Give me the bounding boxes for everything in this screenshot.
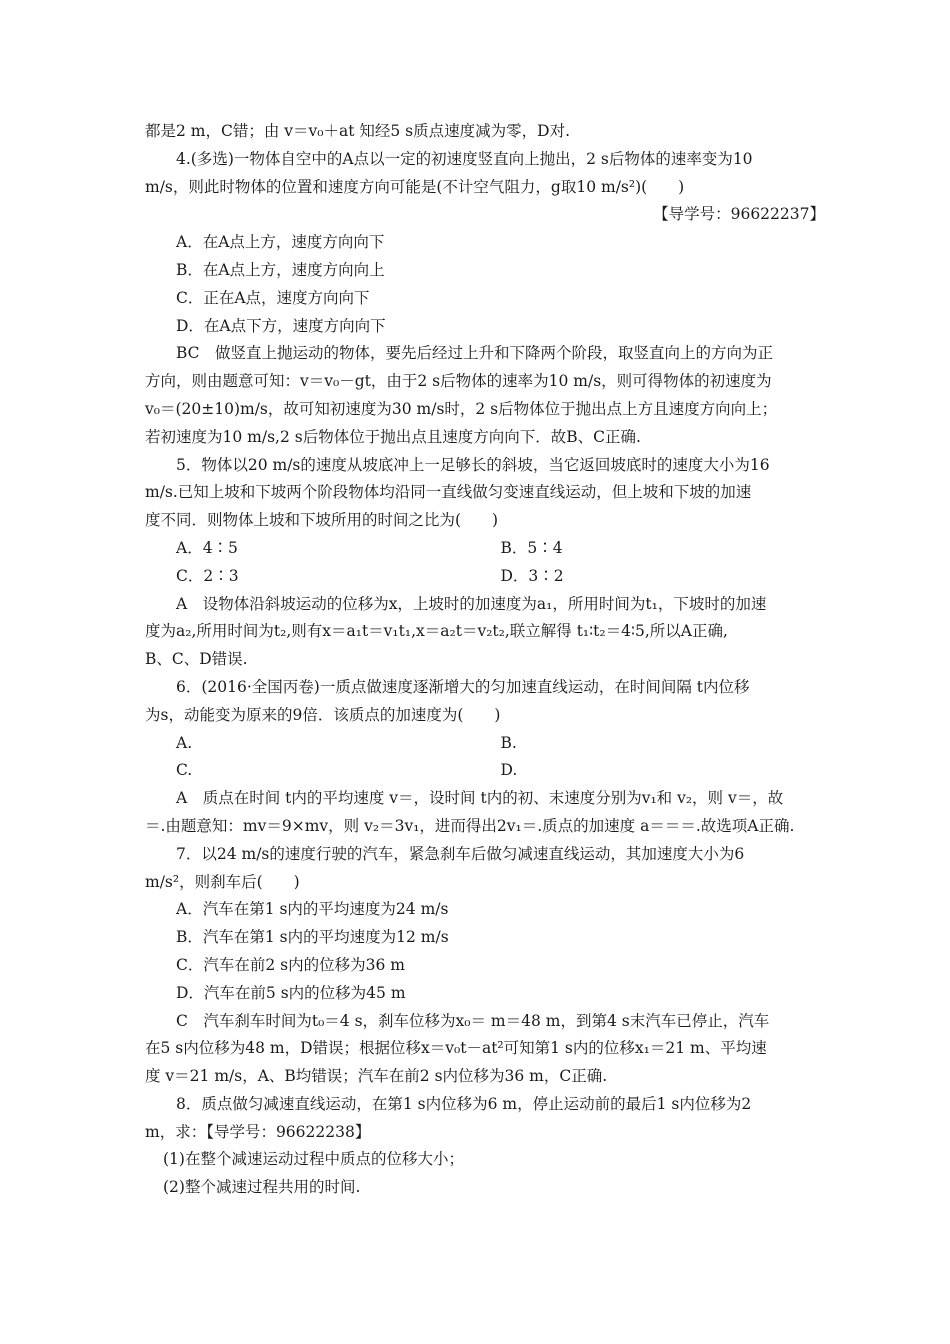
option-a: A．汽车在第1 s内的平均速度为24 m/s — [176, 900, 449, 919]
question-8-stem: 8．质点做匀减速直线运动，在第1 s内位移为6 m，停止运动前的最后1 s内位移为2 — [176, 1094, 752, 1113]
text-line: m/s，则此时物体的位置和速度方向可能是(不计空气阻力，g取10 m/s²)( ) — [145, 177, 685, 196]
question-6-stem: 6．(2016·全国丙卷)一质点做速度逐渐增大的匀加速直线运动，在时间间隔 t内位移 — [176, 677, 750, 696]
option-b: B．汽车在第1 s内的平均速度为12 m/s — [176, 928, 449, 947]
sub-question-2: (2)整个减速过程共用的时间. — [163, 1178, 361, 1197]
text-line: 度不同．则物体上坡和下坡所用的时间之比为( ) — [145, 511, 499, 530]
text-line: 在5 s内位移为48 m，D错误；根据位移x＝v₀t－at²可知第1 s内的位移x₁＝21 m、平均速 — [145, 1039, 767, 1058]
question-5-stem: 5．物体以20 m/s的速度从坡底冲上一足够长的斜坡，当它返回坡底时的速度大小为16 — [176, 455, 770, 474]
option-d: D. — [500, 761, 518, 780]
option-c: C．汽车在前2 s内的位移为36 m — [176, 955, 405, 974]
question-7-stem: 7．以24 m/s的速度行驶的汽车，紧急刹车后做匀减速直线运动，其加速度大小为6 — [176, 844, 745, 863]
text-line: B、C、D错误. — [145, 650, 248, 669]
options-row — [145, 730, 825, 758]
option-b: B．在A点上方，速度方向向上 — [176, 260, 385, 279]
answer-4: BC 做竖直上抛运动的物体，要先后经过上升和下降两个阶段，取竖直向上的方向为正 — [176, 344, 774, 363]
option-c: C．2∶3 — [176, 566, 239, 585]
guide-number: 【导学号：96622237】 — [653, 205, 825, 224]
text-line: 方向，则由题意可知：v＝v₀－gt，由于2 s后物体的速率为10 m/s，则可得物体的初速度为 — [145, 372, 772, 391]
option-d: D．汽车在前5 s内的位移为45 m — [176, 983, 406, 1002]
option-b: B．5∶4 — [500, 538, 563, 557]
option-a: A．4∶5 — [176, 538, 238, 557]
option-a: A．在A点上方，速度方向向下 — [176, 233, 385, 252]
sub-question-1: (1)在整个减速运动过程中质点的位移大小； — [163, 1150, 464, 1169]
text-line: m/s²，则刹车后( ) — [145, 872, 300, 891]
text-line: 度为a₂,所用时间为t₂,则有x＝a₁t＝v₁t₁,x＝a₂t＝v₂t₂,联立解得 t₁∶t₂＝4∶5,所以A正确, — [145, 622, 728, 641]
options-row — [145, 563, 825, 591]
option-d: D．在A点下方，速度方向向下 — [176, 316, 386, 335]
option-c: C．正在A点，速度方向向下 — [176, 288, 370, 307]
text-line: m，求：【导学号：96622238】 — [145, 1122, 371, 1141]
text-line: 若初速度为10 m/s,2 s后物体位于抛出点且速度方向向下．故B、C正确. — [145, 427, 641, 446]
answer-7: C 汽车刹车时间为t₀＝4 s，刹车位移为x₀＝ m＝48 m，到第4 s末汽车已停止，汽车 — [176, 1011, 770, 1030]
option-a: A. — [176, 733, 193, 752]
answer-6: A 质点在时间 t内的平均速度 v＝，设时间 t内的初、末速度分别为v₁和 v₂，则 v＝，故 — [176, 789, 784, 808]
answer-5: A 设物体沿斜坡运动的位移为x，上坡时的加速度为a₁，所用时间为t₁，下坡时的加速 — [176, 594, 767, 613]
text-line: v₀＝(20±10)m/s，故可知初速度为30 m/s时，2 s后物体位于抛出点上方且速度方向向上； — [145, 399, 778, 418]
text-line: m/s.已知上坡和下坡两个阶段物体均沿同一直线做匀变速直线运动，但上坡和下坡的加速 — [145, 483, 752, 502]
options-row — [145, 757, 825, 785]
text-line: 都是2 m，C错；由 v＝v₀＋at 知经5 s质点速度减为零，D对. — [145, 122, 570, 140]
option-b: B. — [500, 733, 517, 752]
question-4-stem: 4.(多选)一物体自空中的A点以一定的初速度竖直向上抛出，2 s后物体的速率变为10 — [176, 149, 753, 168]
text-line: ＝.由题意知：mv＝9×mv，则 v₂＝3v₁，进而得出2v₁＝.质点的加速度 a＝＝＝.故选项A正确. — [145, 816, 795, 835]
options-row — [145, 535, 825, 563]
text-line: 度 v＝21 m/s，A、B均错误；汽车在前2 s内位移为36 m，C正确. — [145, 1067, 608, 1086]
text-line: 为s，动能变为原来的9倍．该质点的加速度为( ) — [145, 705, 501, 724]
option-d: D．3∶2 — [500, 566, 564, 585]
option-c: C. — [176, 761, 193, 780]
